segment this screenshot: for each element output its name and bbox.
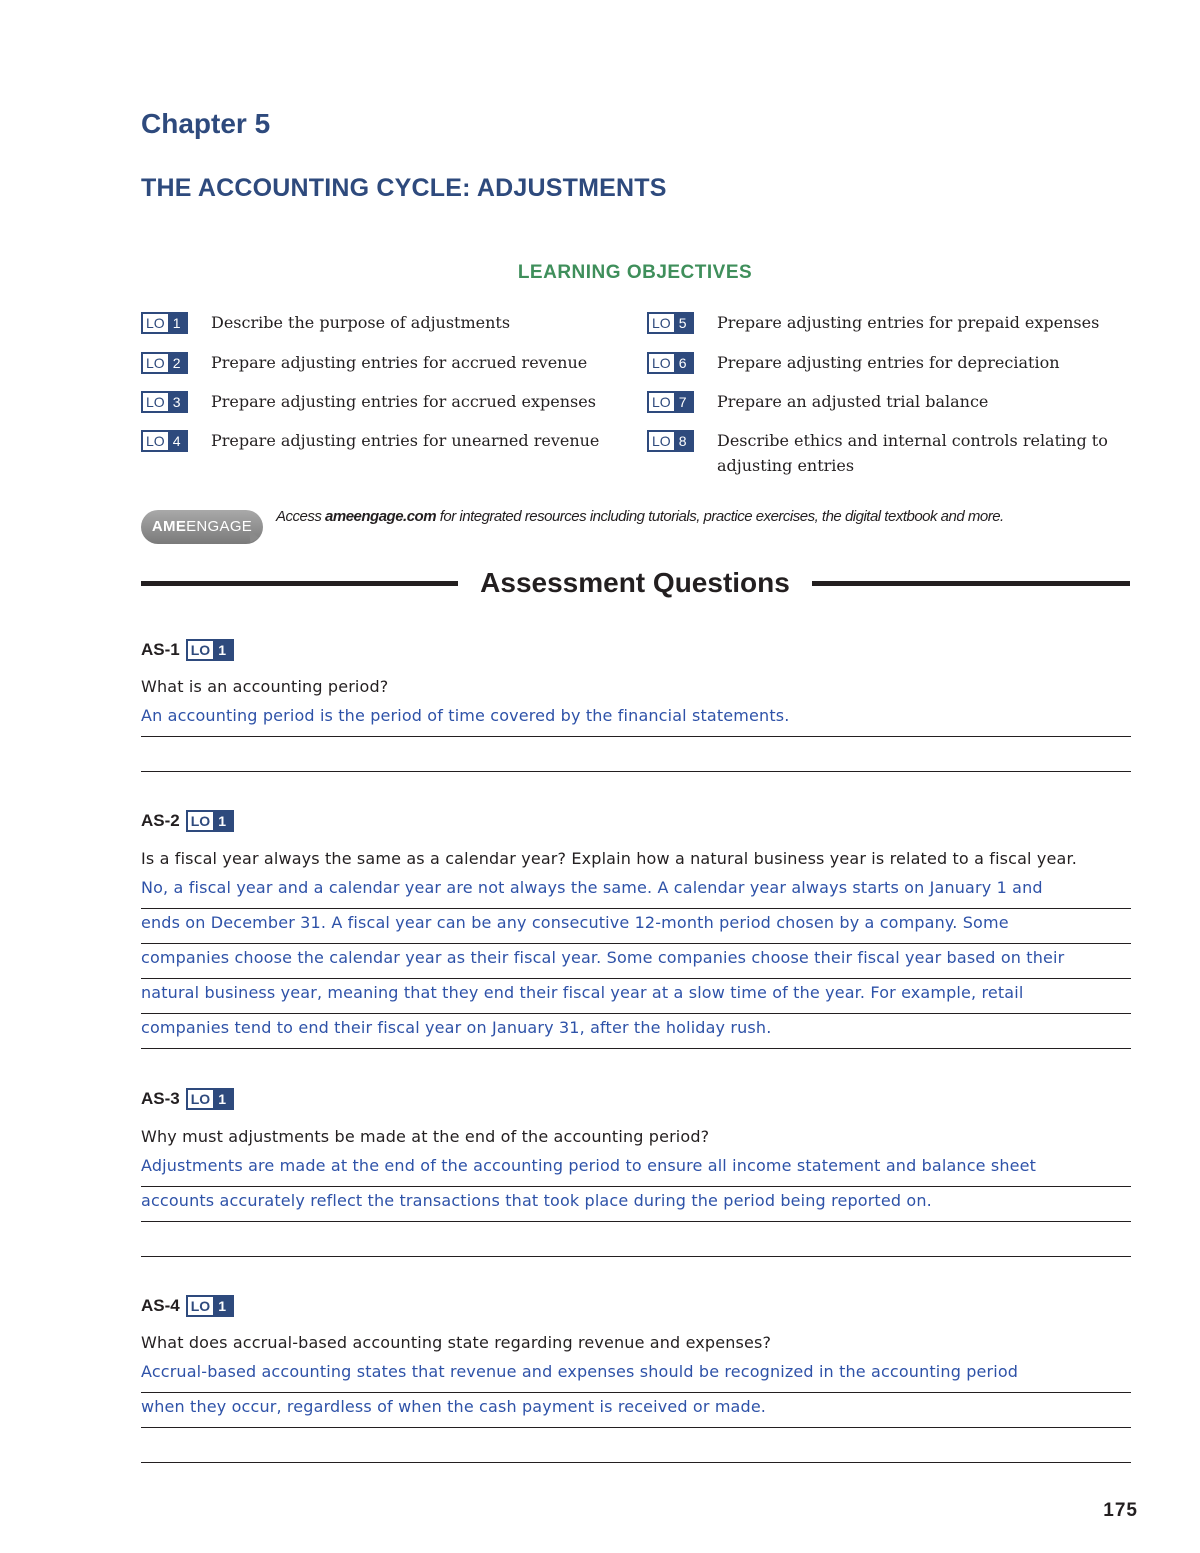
answer-line[interactable]: No, a fiscal year and a calendar year are not always the same. A calendar year always starts on January 1 and xyxy=(141,874,1131,909)
lo-badge: LO 1 xyxy=(186,810,234,832)
lo-badge: LO 8 xyxy=(647,430,694,452)
ameengage-logo[interactable]: AMEENGAGE xyxy=(141,510,263,544)
answer-line[interactable]: companies choose the calendar year as their fiscal year. Some companies choose their fiscal year based on their xyxy=(141,944,1131,979)
question-heading: AS-4 LO 1 xyxy=(141,1294,234,1318)
lo-badge: LO 1 xyxy=(186,639,234,661)
ameengage-access-text: Access ameengage.com for integrated resources including tutorials, practice exercises, the digital textbook and more. xyxy=(276,508,1004,525)
lo-badge: LO 1 xyxy=(186,1295,234,1317)
objective-text: Prepare adjusting entries for accrued revenue xyxy=(211,353,588,372)
answer-line[interactable]: Accrual-based accounting states that revenue and expenses should be recognized in the accounting period xyxy=(141,1358,1131,1393)
objective-text: Describe ethics and internal controls relating to adjusting entries xyxy=(717,431,1108,475)
objective-text: Prepare adjusting entries for unearned revenue xyxy=(211,431,600,450)
objective-text: Prepare adjusting entries for prepaid expenses xyxy=(717,313,1100,332)
question-heading: AS-2 LO 1 xyxy=(141,809,234,833)
lo-badge: LO 3 xyxy=(141,391,188,413)
objective-text: Describe the purpose of adjustments xyxy=(211,313,511,332)
answer-line[interactable] xyxy=(141,737,1131,772)
question-text: What does accrual-based accounting state regarding revenue and expenses? xyxy=(141,1333,772,1352)
question-heading: AS-1 LO 1 xyxy=(141,638,234,662)
lo-badge: LO 2 xyxy=(141,352,188,374)
page-number: 175 xyxy=(1103,1500,1138,1521)
lo-badge: LO 5 xyxy=(647,312,694,334)
answer-line[interactable]: when they occur, regardless of when the cash payment is received or made. xyxy=(141,1393,1131,1428)
lo-badge: LO 6 xyxy=(647,352,694,374)
assessment-title: Assessment Questions xyxy=(480,567,790,598)
question-heading: AS-3 LO 1 xyxy=(141,1087,234,1111)
answer-line[interactable]: Adjustments are made at the end of the accounting period to ensure all income statement and balance sheet xyxy=(141,1152,1131,1187)
answer-line[interactable]: accounts accurately reflect the transactions that took place during the period being reported on. xyxy=(141,1187,1131,1222)
answer-line[interactable]: natural business year, meaning that they end their fiscal year at a slow time of the year. For example, retail xyxy=(141,979,1131,1014)
question-text: What is an accounting period? xyxy=(141,677,389,696)
learning-objectives-heading: LEARNING OBJECTIVES xyxy=(517,262,753,283)
objective-text: Prepare adjusting entries for accrued expenses xyxy=(211,392,596,411)
question-text: Why must adjustments be made at the end of the accounting period? xyxy=(141,1127,710,1146)
answer-line[interactable]: companies tend to end their fiscal year on January 31, after the holiday rush. xyxy=(141,1014,1131,1049)
answer-line[interactable]: ends on December 31. A fiscal year can be any consecutive 12-month period chosen by a company. Some xyxy=(141,909,1131,944)
objective-text: Prepare an adjusted trial balance xyxy=(717,392,989,411)
answer-line[interactable] xyxy=(141,1428,1131,1463)
lo-badge: LO 4 xyxy=(141,430,188,452)
answer-line[interactable]: An accounting period is the period of time covered by the financial statements. xyxy=(141,702,1131,737)
ameengage-link[interactable]: ameengage.com xyxy=(325,508,437,525)
chapter-title: THE ACCOUNTING CYCLE: ADJUSTMENTS xyxy=(141,174,667,202)
divider xyxy=(141,581,458,586)
lo-badge: LO 7 xyxy=(647,391,694,413)
answer-line[interactable] xyxy=(141,1222,1131,1257)
chapter-label: Chapter 5 xyxy=(141,108,271,139)
lo-badge: LO 1 xyxy=(186,1088,234,1110)
objective-text: Prepare adjusting entries for depreciation xyxy=(717,353,1060,372)
divider xyxy=(812,581,1130,586)
lo-badge: LO 1 xyxy=(141,312,188,334)
question-text: Is a fiscal year always the same as a calendar year? Explain how a natural business year is related to a fiscal year. xyxy=(141,849,1077,868)
